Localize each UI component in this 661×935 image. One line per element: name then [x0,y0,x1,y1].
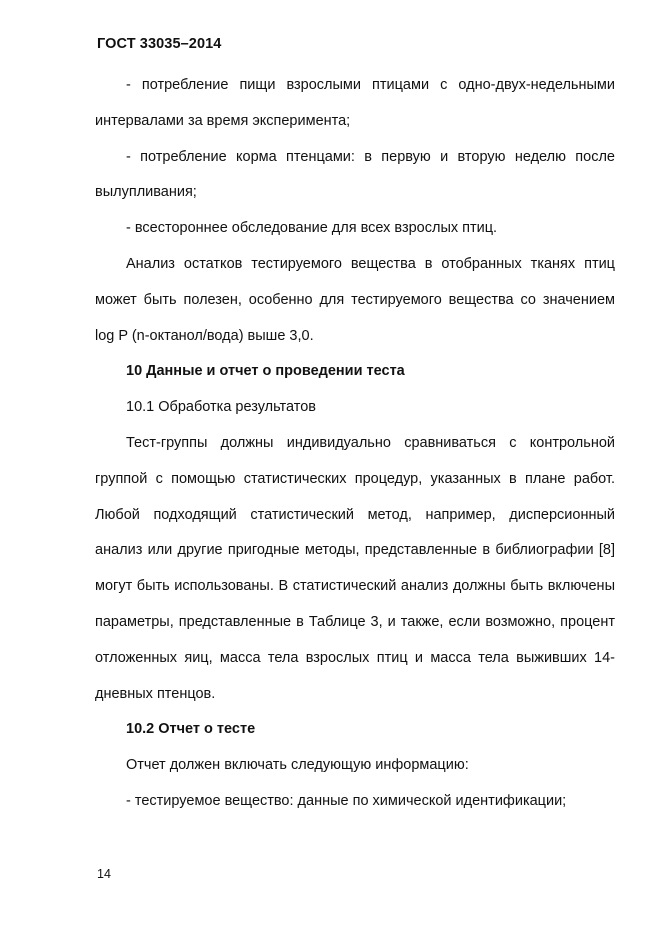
paragraph-residue-analysis: Анализ остатков тестируемого вещества в отобранных тканях птиц может быть полезен, особенно для тестируемого вещества со значением log P (n-октанол/вода) выше 3,0. [95,255,615,344]
paragraph-statistical-comparison: Тест-группы должны индивидуально сравниваться с контрольной группой с помощью статистических процедур, указанных в плане работ. Любой подходящий статистический метод, например, дисперсионный анализ или другие пригодные методы, представленные в библиографии [8] могут быть использованы. В статистический анализ должны быть включены параметры, представленные в Таблице 3, и также, если возможно, процент отложенных яиц, масса тела взрослых птиц и масса тела выживших 14-дневных птенцов. [95,434,615,702]
page-number: 14 [97,867,111,881]
subsection-heading-results-processing: 10.1 Обработка результатов [126,399,316,416]
paragraph-report-contents-intro: Отчет должен включать следующую информацию: [126,757,469,774]
document-body [95,68,615,820]
subsection-heading-test-report: 10.2 Отчет о тесте [126,721,256,738]
paragraph-adult-examination: - всестороннее обследование для всех взрослых птиц. [126,220,498,237]
paragraph-chick-feed-consumption: - потребление корма птенцами: в первую и вторую неделю после вылупливания; [95,148,615,201]
paragraph-test-substance-item: - тестируемое вещество: данные по химической идентификации; [126,792,567,809]
paragraph-adult-food-consumption: - потребление пищи взрослыми птицами с одно-двух-недельными интервалами за время эксперимента; [95,77,615,129]
section-heading-data-and-report: 10 Данные и отчет о проведении теста [126,363,405,380]
document-code-header: ГОСТ 33035–2014 [97,36,222,52]
